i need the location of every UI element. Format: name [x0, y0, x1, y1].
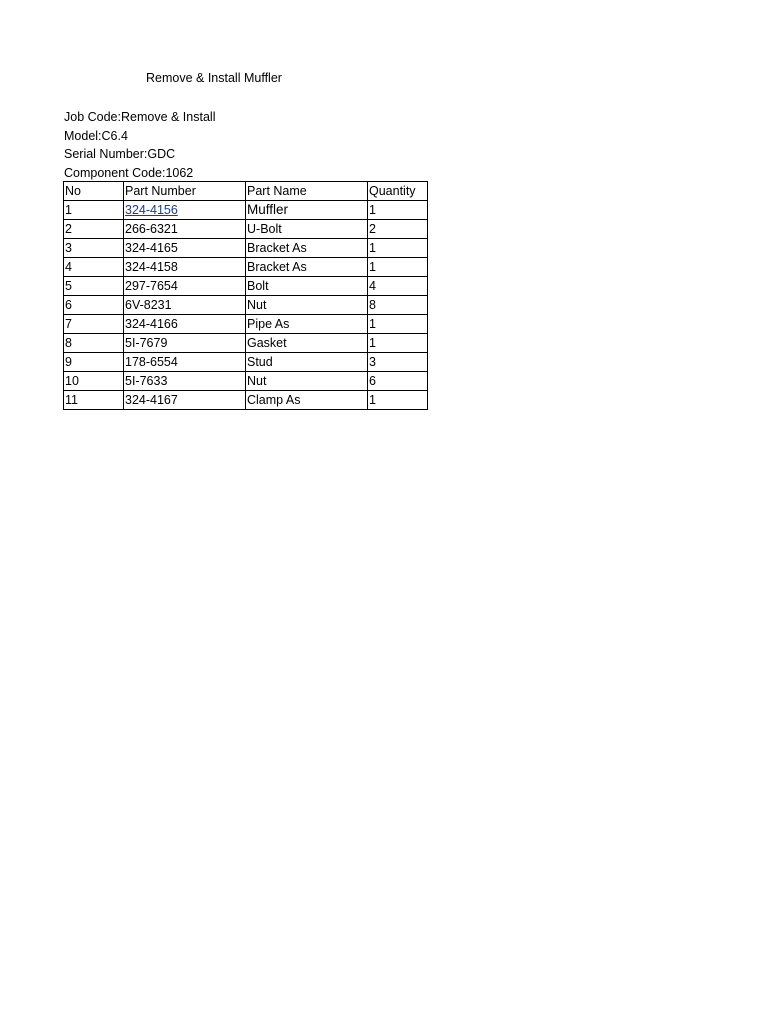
- table-row: [64, 220, 428, 239]
- table-row: [64, 277, 428, 296]
- row-no: 11: [64, 391, 124, 410]
- table-row: [64, 296, 428, 315]
- row-quantity: 1: [368, 391, 428, 410]
- table-header-row: [64, 182, 428, 201]
- table-row: [64, 258, 428, 277]
- job-meta: [64, 108, 215, 183]
- row-part-number: 5I-7679: [124, 334, 246, 353]
- row-part-number: 324-4166: [124, 315, 246, 334]
- row-no: 8: [64, 334, 124, 353]
- row-quantity: 6: [368, 372, 428, 391]
- row-no: 2: [64, 220, 124, 239]
- row-quantity: 2: [368, 220, 428, 239]
- row-part-number: 297-7654: [124, 277, 246, 296]
- row-quantity: 4: [368, 277, 428, 296]
- row-no: 9: [64, 353, 124, 372]
- row-part-number[interactable]: [124, 201, 246, 220]
- row-part-name: Bracket As: [246, 258, 368, 277]
- row-part-name: Gasket: [246, 334, 368, 353]
- row-part-name: U-Bolt: [246, 220, 368, 239]
- table-row: [64, 372, 428, 391]
- row-part-name: Nut: [246, 296, 368, 315]
- row-quantity: 1: [368, 315, 428, 334]
- row-part-number: 5I-7633: [124, 372, 246, 391]
- page-title: Remove & Install Muffler: [146, 71, 282, 85]
- table-row: [64, 353, 428, 372]
- row-no: 6: [64, 296, 124, 315]
- parts-table: [63, 181, 428, 410]
- job-code: Job Code:Remove & Install: [64, 110, 216, 124]
- row-part-number: 324-4165: [124, 239, 246, 258]
- row-part-number: 324-4158: [124, 258, 246, 277]
- component-code: Component Code:1062: [64, 166, 194, 181]
- row-no: 3: [64, 239, 124, 258]
- row-no: 1: [64, 201, 124, 220]
- header-quantity: Quantity: [368, 182, 428, 201]
- row-part-number: 266-6321: [124, 220, 246, 239]
- row-no: 7: [64, 315, 124, 334]
- row-quantity: 1: [368, 239, 428, 258]
- header-part-number: Part Number: [124, 182, 246, 201]
- row-part-name: Pipe As: [246, 315, 368, 334]
- model: Model:C6.4: [64, 128, 128, 143]
- row-part-name: Clamp As: [246, 391, 368, 410]
- row-quantity: 1: [368, 334, 428, 353]
- table-row: [64, 201, 428, 220]
- table-row: [64, 391, 428, 410]
- table-row: [64, 334, 428, 353]
- row-part-number: 324-4167: [124, 391, 246, 410]
- row-part-name: Stud: [246, 353, 368, 372]
- row-part-name: Muffler: [246, 201, 368, 220]
- row-quantity: 3: [368, 353, 428, 372]
- row-no: 4: [64, 258, 124, 277]
- table-row: [64, 239, 428, 258]
- row-part-name: Nut: [246, 372, 368, 391]
- row-no: 5: [64, 277, 124, 296]
- header-part-name: Part Name: [246, 182, 368, 201]
- row-part-number: 178-6554: [124, 353, 246, 372]
- row-part-number: 6V-8231: [124, 296, 246, 315]
- row-no: 10: [64, 372, 124, 391]
- row-part-name: Bolt: [246, 277, 368, 296]
- part-number-link[interactable]: 324-4156: [125, 203, 178, 217]
- table-row: [64, 315, 428, 334]
- row-quantity: 1: [368, 201, 428, 220]
- serial-number: Serial Number:GDC: [64, 147, 176, 162]
- row-part-name: Bracket As: [246, 239, 368, 258]
- row-quantity: 8: [368, 296, 428, 315]
- header-no: No: [64, 182, 124, 201]
- row-quantity: 1: [368, 258, 428, 277]
